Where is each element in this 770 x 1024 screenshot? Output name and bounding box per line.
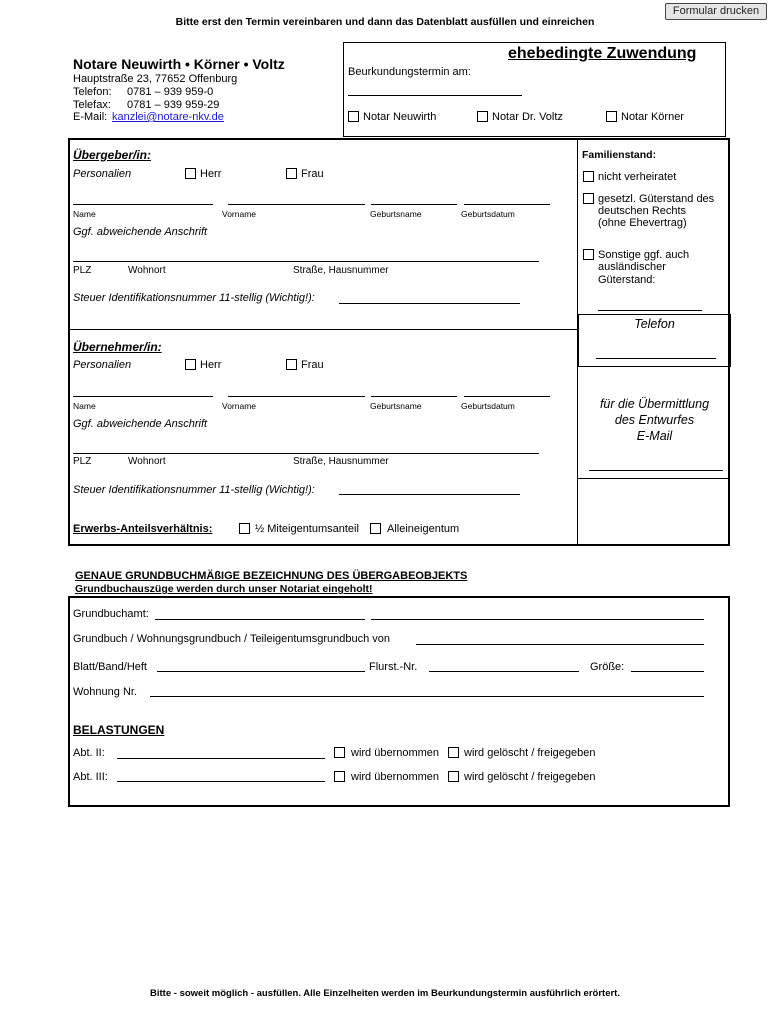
giver-vorname-caption: Vorname bbox=[222, 209, 257, 219]
giver-wohnort-caption: Wohnort bbox=[128, 265, 166, 276]
telefon-field[interactable] bbox=[596, 358, 716, 359]
share-half-label: ½ Miteigentumsanteil bbox=[255, 523, 359, 535]
grundbuch-label: Grundbuch / Wohnungsgrundbuch / Teileigentumsgrundbuch von bbox=[73, 633, 390, 645]
notary-koerner-checkbox[interactable] bbox=[606, 111, 617, 122]
wohnung-label: Wohnung Nr. bbox=[73, 686, 138, 698]
notary-voltz-label: Notar Dr. Voltz bbox=[492, 111, 563, 123]
office-fax: 0781 – 939 959-29 bbox=[127, 99, 220, 111]
abt2-deleted-checkbox[interactable] bbox=[448, 747, 459, 758]
giver-geburtsdatum-caption: Geburtsdatum bbox=[461, 209, 515, 219]
footer-note: Bitte - soweit möglich - ausfüllen. Alle Einzelheiten werden im Beurkundungstermin ausführlich erörtert. bbox=[150, 988, 620, 999]
print-form-button[interactable]: Formular drucken bbox=[665, 3, 767, 20]
header-instruction: Bitte erst den Termin vereinbaren und dann das Datenblatt ausfüllen und einreichen bbox=[175, 16, 595, 28]
receiver-geburtsdatum-field[interactable] bbox=[464, 396, 550, 397]
notary-neuwirth-checkbox[interactable] bbox=[348, 111, 359, 122]
receiver-name-field[interactable] bbox=[73, 396, 213, 397]
share-full-checkbox[interactable] bbox=[370, 523, 381, 534]
family-single-label: nicht verheiratet bbox=[598, 171, 677, 183]
receiver-geburtsdatum-caption: Geburtsdatum bbox=[461, 401, 515, 411]
groesse-field[interactable] bbox=[631, 671, 704, 672]
blatt-field[interactable] bbox=[157, 671, 365, 672]
giver-frau-checkbox[interactable] bbox=[286, 168, 297, 179]
email-note-1: für die Übermittlung bbox=[599, 397, 710, 411]
grundbuch-field[interactable] bbox=[416, 644, 704, 645]
giver-personalien: Personalien bbox=[73, 168, 132, 180]
section-divider bbox=[69, 329, 577, 330]
receiver-tax-id-label: Steuer Identifikationsnummer 11-stellig (Wichtig!): bbox=[73, 484, 315, 496]
receiver-address-field[interactable] bbox=[73, 453, 539, 454]
share-full-label: Alleineigentum bbox=[387, 523, 460, 535]
family-other-field[interactable] bbox=[598, 310, 702, 311]
burdens-heading: BELASTUNGEN bbox=[73, 723, 165, 737]
receiver-frau-checkbox[interactable] bbox=[286, 359, 297, 370]
abt3-label: Abt. III: bbox=[73, 771, 108, 783]
giver-frau-label: Frau bbox=[301, 168, 324, 180]
family-statutory-label-3: (ohne Ehevertrag) bbox=[598, 217, 687, 229]
telefon-label: Telefon bbox=[634, 317, 675, 331]
email-box-divider bbox=[578, 478, 730, 479]
family-other-label-1: Sonstige ggf. auch bbox=[598, 249, 690, 261]
receiver-strasse-caption: Straße, Hausnummer bbox=[293, 456, 389, 467]
giver-geburtsname-field[interactable] bbox=[371, 204, 457, 205]
giver-name-caption: Name bbox=[73, 209, 96, 219]
receiver-geburtsname-caption: Geburtsname bbox=[370, 401, 422, 411]
receiver-geburtsname-field[interactable] bbox=[371, 396, 457, 397]
family-other-label-2: ausländischer bbox=[598, 261, 666, 273]
grundbuchamt-field[interactable] bbox=[155, 619, 365, 620]
share-label: Erwerbs-Anteilsverhältnis: bbox=[73, 523, 213, 535]
form-title: ehebedingte Zuwendung bbox=[508, 45, 697, 62]
notary-voltz-checkbox[interactable] bbox=[477, 111, 488, 122]
abt2-label: Abt. II: bbox=[73, 747, 105, 759]
flurst-label: Flurst.-Nr. bbox=[369, 661, 418, 673]
family-statutory-checkbox[interactable] bbox=[583, 193, 594, 204]
family-other-checkbox[interactable] bbox=[583, 249, 594, 260]
giver-name-field[interactable] bbox=[73, 204, 213, 205]
family-single-checkbox[interactable] bbox=[583, 171, 594, 182]
notary-neuwirth-label: Notar Neuwirth bbox=[363, 111, 437, 123]
abt2-deleted-label: wird gelöscht / freigegeben bbox=[464, 747, 596, 759]
giver-strasse-caption: Straße, Hausnummer bbox=[293, 265, 389, 276]
office-fax-label: Telefax: bbox=[73, 99, 111, 111]
abt3-deleted-checkbox[interactable] bbox=[448, 771, 459, 782]
family-statutory-label-1: gesetzl. Güterstand des bbox=[598, 193, 715, 205]
email-note-3: E-Mail bbox=[636, 429, 673, 443]
receiver-name-caption: Name bbox=[73, 401, 96, 411]
grundbuchamt-field-2[interactable] bbox=[371, 619, 704, 620]
abt3-taken-checkbox[interactable] bbox=[334, 771, 345, 782]
grundbuchamt-label: Grundbuchamt: bbox=[73, 608, 149, 620]
giver-address-field[interactable] bbox=[73, 261, 539, 262]
email-note-2: des Entwurfes bbox=[614, 413, 695, 427]
office-email-link[interactable]: kanzlei@notare-nkv.de bbox=[112, 111, 224, 123]
wohnung-field[interactable] bbox=[150, 696, 704, 697]
receiver-personalien: Personalien bbox=[73, 359, 132, 371]
receiver-plz-caption: PLZ bbox=[73, 456, 92, 467]
abt2-taken-label: wird übernommen bbox=[351, 747, 440, 759]
giver-plz-caption: PLZ bbox=[73, 265, 92, 276]
giver-alt-address-label: Ggf. abweichende Anschrift bbox=[73, 226, 208, 238]
groesse-label: Größe: bbox=[590, 661, 625, 673]
giver-title: Übergeber/in: bbox=[73, 148, 152, 162]
receiver-wohnort-caption: Wohnort bbox=[128, 456, 166, 467]
property-subheading: Grundbuchauszüge werden durch unser Notariat eingeholt! bbox=[75, 583, 373, 595]
giver-tax-id-field[interactable] bbox=[339, 303, 520, 304]
office-phone-label: Telefon: bbox=[73, 86, 112, 98]
office-phone: 0781 – 939 959-0 bbox=[127, 86, 214, 98]
receiver-title: Übernehmer/in: bbox=[73, 340, 162, 354]
appointment-label: Beurkundungstermin am: bbox=[348, 66, 471, 78]
receiver-frau-label: Frau bbox=[301, 359, 324, 371]
giver-tax-id-label: Steuer Identifikationsnummer 11-stellig (Wichtig!): bbox=[73, 292, 315, 304]
abt3-deleted-label: wird gelöscht / freigegeben bbox=[464, 771, 596, 783]
office-address: Hauptstraße 23, 77652 Offenburg bbox=[73, 73, 238, 85]
receiver-vorname-field[interactable] bbox=[228, 396, 365, 397]
giver-vorname-field[interactable] bbox=[228, 204, 365, 205]
share-half-checkbox[interactable] bbox=[239, 523, 250, 534]
abt2-taken-checkbox[interactable] bbox=[334, 747, 345, 758]
flurst-field[interactable] bbox=[429, 671, 579, 672]
property-heading: GENAUE GRUNDBUCHMÄßIGE BEZEICHNUNG DES ÜBERGABEOBJEKTS bbox=[75, 570, 468, 582]
giver-geburtsdatum-field[interactable] bbox=[464, 204, 550, 205]
giver-herr-checkbox[interactable] bbox=[185, 168, 196, 179]
giver-herr-label: Herr bbox=[200, 168, 222, 180]
giver-geburtsname-caption: Geburtsname bbox=[370, 209, 422, 219]
abt2-field[interactable] bbox=[117, 758, 325, 759]
receiver-vorname-caption: Vorname bbox=[222, 401, 257, 411]
notary-koerner-label: Notar Körner bbox=[621, 111, 684, 123]
email-field[interactable] bbox=[589, 470, 723, 471]
receiver-alt-address-label: Ggf. abweichende Anschrift bbox=[73, 418, 208, 430]
appointment-date-field[interactable] bbox=[348, 95, 522, 96]
abt3-taken-label: wird übernommen bbox=[351, 771, 440, 783]
abt3-field[interactable] bbox=[117, 781, 325, 782]
receiver-tax-id-field[interactable] bbox=[339, 494, 520, 495]
family-other-label-3: Güterstand: bbox=[598, 274, 656, 286]
receiver-herr-checkbox[interactable] bbox=[185, 359, 196, 370]
family-status-title: Familienstand: bbox=[582, 149, 657, 161]
receiver-herr-label: Herr bbox=[200, 359, 222, 371]
family-statutory-label-2: deutschen Rechts bbox=[598, 205, 687, 217]
office-name: Notare Neuwirth • Körner • Voltz bbox=[73, 56, 285, 72]
blatt-label: Blatt/Band/Heft bbox=[73, 661, 147, 673]
office-email-label: E-Mail: bbox=[73, 111, 108, 123]
